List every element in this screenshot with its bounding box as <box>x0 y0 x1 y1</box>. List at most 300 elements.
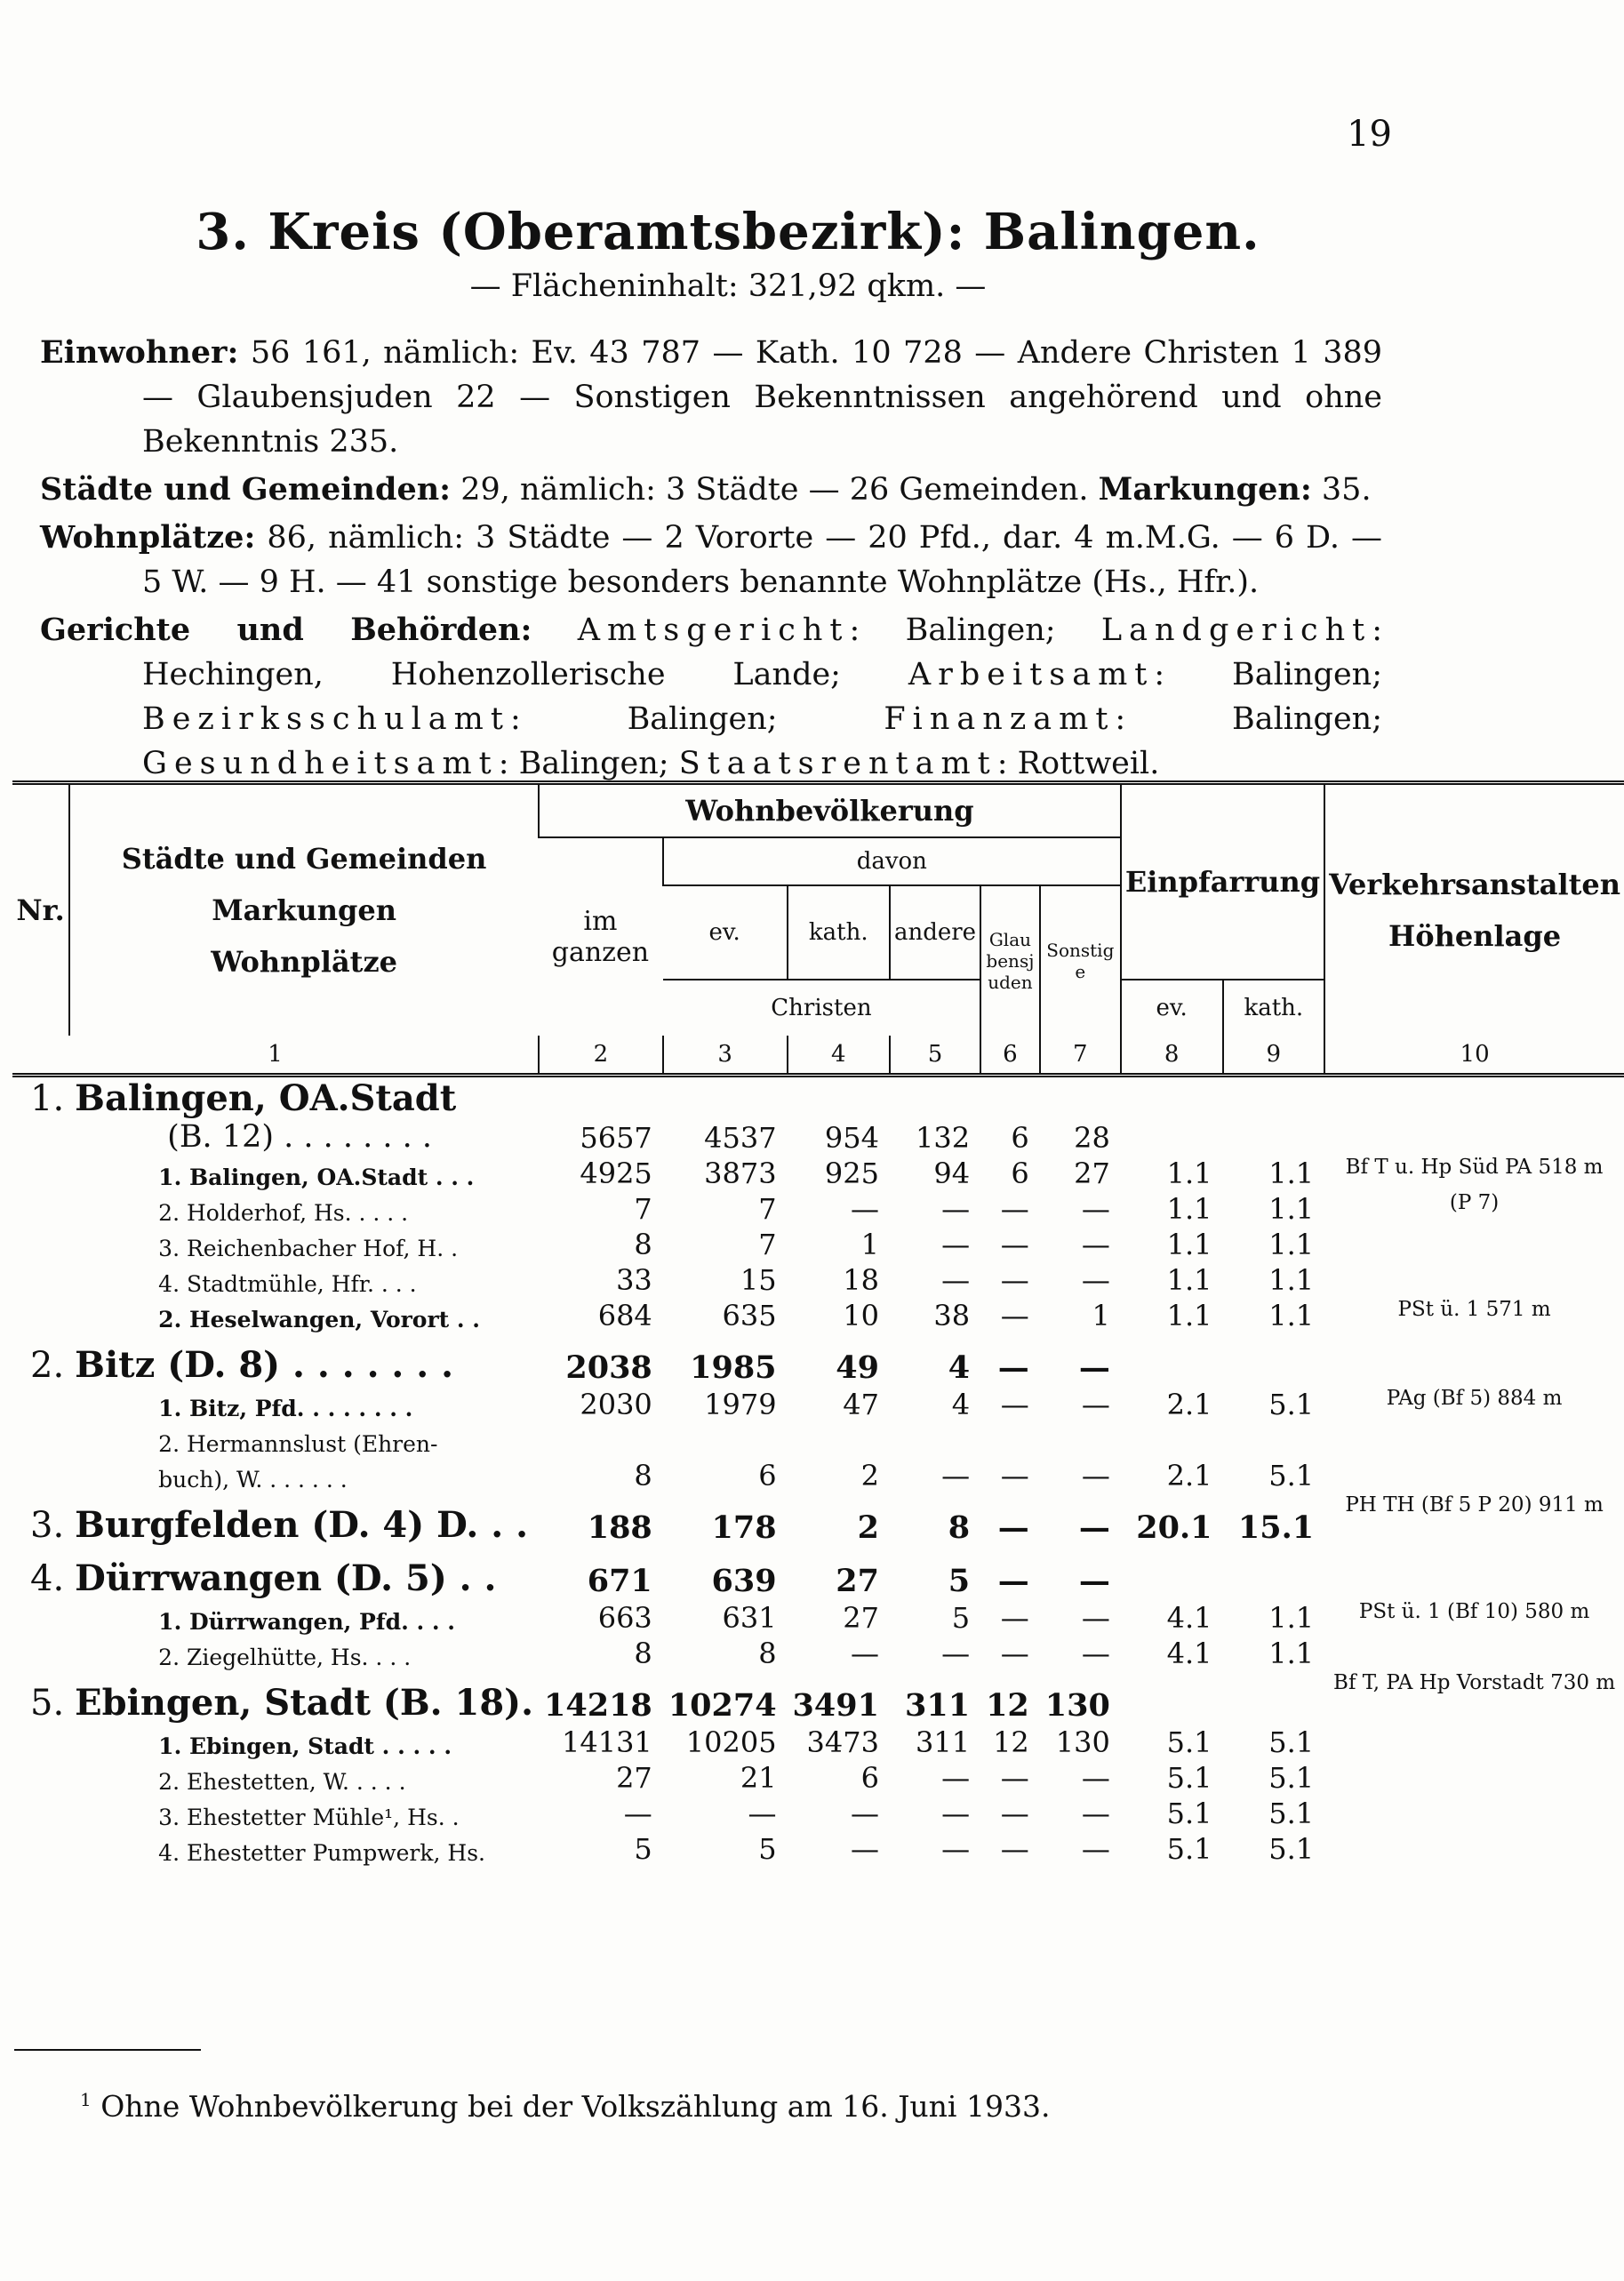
row-name: 2. Hermannslust (Ehren- <box>158 1431 438 1457</box>
row-value: 5 <box>951 1601 971 1635</box>
table-row <box>12 1386 1624 1421</box>
row-value: 2 <box>857 1509 879 1546</box>
population-table <box>12 780 1624 1866</box>
row-value: 10 <box>843 1299 879 1333</box>
row-value <box>788 1421 890 1457</box>
row-value: 33 <box>616 1263 652 1297</box>
table-body <box>12 1076 1624 1867</box>
row-facilities: PSt ü. 1 (Bf 10) 580 m <box>1358 1600 1590 1623</box>
header-names-2: Markungen <box>212 893 396 927</box>
row-value: — <box>941 1637 971 1670</box>
row-value <box>890 1421 980 1457</box>
row-facilities <box>1324 1119 1624 1155</box>
row-value: — <box>1000 1832 1029 1866</box>
row-value: — <box>850 1797 879 1830</box>
row-value: — <box>1078 1349 1110 1386</box>
row-nr <box>12 1226 69 1261</box>
row-value: 14218 <box>544 1687 652 1724</box>
row-nr <box>12 1119 69 1155</box>
row-value: 663 <box>597 1601 652 1635</box>
einwohner-paragraph <box>40 331 1382 464</box>
bezirksschulamt-label: Bezirksschulamt <box>142 701 510 737</box>
row-nr <box>12 1795 69 1830</box>
row-value: 4 <box>951 1388 971 1421</box>
table-row <box>12 1076 1624 1120</box>
row-value: 1 <box>860 1228 879 1261</box>
footnote <box>80 2089 1050 2124</box>
landgericht-value: : Hechingen, Hohenzollerische Lande; <box>142 612 1382 692</box>
row-name: (B. 12) . . . . . . . . <box>167 1119 432 1155</box>
row-name: 2. Ehestetten, W. . . . . <box>158 1769 406 1795</box>
row-value: 2030 <box>580 1388 652 1421</box>
row-value: 1.1 <box>1166 1299 1212 1333</box>
row-value: 1.1 <box>1166 1157 1212 1190</box>
header-christen: Christen <box>663 980 980 1036</box>
row-value <box>663 1421 788 1457</box>
header-glaubensjuden: Glaubensjuden <box>980 885 1040 1036</box>
table-row <box>12 1421 1624 1457</box>
row-value: 631 <box>722 1601 777 1635</box>
row-value: 4.1 <box>1166 1601 1212 1635</box>
column-number: 10 <box>1324 1036 1624 1076</box>
row-value: — <box>1000 1459 1029 1493</box>
table-row <box>12 1795 1624 1830</box>
row-value: 954 <box>824 1121 879 1155</box>
row-name: 3. Ehestetter Mühle¹, Hs. . <box>158 1805 460 1830</box>
row-facilities <box>1324 1076 1624 1120</box>
row-facilities: Bf T u. Hp Süd PA 518 m <box>1345 1156 1604 1179</box>
header-nr: Nr. <box>12 783 69 1036</box>
header-einpfarrung: Einpfarrung <box>1121 783 1324 980</box>
row-value: — <box>850 1637 879 1670</box>
column-number: 5 <box>890 1036 980 1076</box>
row-facilities: PAg (Bf 5) 884 m <box>1386 1387 1563 1410</box>
row-value: 1.1 <box>1166 1228 1212 1261</box>
table-row <box>12 1546 1624 1599</box>
row-value: — <box>623 1797 652 1830</box>
row-nr <box>12 1421 69 1457</box>
row-value: 5.1 <box>1268 1761 1315 1795</box>
row-value: 38 <box>933 1299 971 1333</box>
row-value: — <box>748 1797 777 1830</box>
row-nr <box>12 1599 69 1635</box>
row-value: 5.1 <box>1166 1725 1212 1759</box>
row-value: — <box>941 1192 971 1226</box>
row-value: 4.1 <box>1166 1637 1212 1670</box>
bezirksschulamt-value: : Balingen; <box>509 701 884 737</box>
row-value: — <box>1000 1797 1029 1830</box>
header-einpf-ev: ev. <box>1121 980 1223 1036</box>
row-name: 2. Heselwangen, Vorort . . <box>158 1307 481 1333</box>
row-value <box>1040 1076 1121 1120</box>
row-value <box>663 1076 788 1120</box>
row-value: — <box>1081 1228 1110 1261</box>
table-row <box>12 1155 1624 1190</box>
row-value: 7 <box>758 1228 777 1261</box>
row-value: 188 <box>587 1509 652 1546</box>
row-nr <box>12 1297 69 1333</box>
table-row <box>12 1670 1624 1724</box>
finanzamt-label: Finanzamt <box>884 701 1116 737</box>
table-row <box>12 1261 1624 1297</box>
row-value: 311 <box>915 1725 971 1759</box>
row-value: 6 <box>1011 1121 1029 1155</box>
row-value: 3873 <box>704 1157 777 1190</box>
row-nr <box>12 1759 69 1795</box>
footnote-rule <box>14 2049 201 2051</box>
gesundheitsamt-value: : Balingen; <box>498 746 679 781</box>
row-value: 639 <box>711 1563 777 1599</box>
row-value: — <box>1081 1601 1110 1635</box>
table-row <box>12 1457 1624 1493</box>
row-value: 6 <box>860 1761 879 1795</box>
row-value: 5 <box>948 1563 971 1599</box>
table-row <box>12 1333 1624 1386</box>
header-im-ganzen: im ganzen <box>551 906 650 968</box>
row-value: 1.1 <box>1268 1299 1315 1333</box>
table-row <box>12 1190 1624 1226</box>
row-facilities <box>1324 1226 1624 1261</box>
row-value: 49 <box>836 1349 879 1386</box>
row-value: 2.1 <box>1166 1388 1212 1421</box>
row-facilities <box>1324 1635 1624 1670</box>
row-value <box>890 1076 980 1120</box>
row-name: Balingen, OA.Stadt <box>75 1077 457 1119</box>
markungen-label: Markungen: <box>1098 471 1312 508</box>
page-number: 19 <box>1347 114 1392 155</box>
row-value: — <box>941 1832 971 1866</box>
header-names-3: Wohnplätze <box>211 945 397 979</box>
row-value: 28 <box>1074 1121 1110 1155</box>
table-row <box>12 1759 1624 1795</box>
table-row <box>12 1493 1624 1546</box>
row-nr <box>12 1386 69 1421</box>
row-value: 1.1 <box>1166 1263 1212 1297</box>
table-row <box>12 1119 1624 1155</box>
row-value: 8 <box>634 1459 652 1493</box>
row-value: 27 <box>1074 1157 1110 1190</box>
markungen-text: 35. <box>1311 472 1372 508</box>
row-value: 635 <box>722 1299 777 1333</box>
row-facilities <box>1324 1333 1624 1386</box>
row-value: 27 <box>616 1761 652 1795</box>
row-value: 178 <box>711 1509 777 1546</box>
row-value: — <box>941 1459 971 1493</box>
row-value: 8 <box>634 1637 652 1670</box>
row-value: — <box>1081 1761 1110 1795</box>
column-number: 1 <box>12 1036 539 1076</box>
row-value: 20.1 <box>1136 1509 1212 1546</box>
row-value: — <box>1081 1832 1110 1866</box>
row-value: — <box>1081 1192 1110 1226</box>
row-name: 1. Dürrwangen, Pfd. . . . <box>158 1609 455 1635</box>
row-value: — <box>941 1263 971 1297</box>
header-names <box>69 783 539 1036</box>
row-value <box>1121 1421 1223 1457</box>
row-value: 27 <box>836 1563 879 1599</box>
staatsrentamt-value: : Rottweil. <box>996 746 1160 781</box>
row-value <box>1223 1421 1325 1457</box>
row-value: — <box>1000 1637 1029 1670</box>
row-value: 14131 <box>561 1725 652 1759</box>
finanzamt-value: : Balingen; <box>1115 701 1382 737</box>
row-value: — <box>1081 1459 1110 1493</box>
row-value <box>1040 1421 1121 1457</box>
row-value: 5 <box>758 1832 777 1866</box>
arbeitsamt-value: : Balingen; <box>1154 657 1382 692</box>
row-value: 8 <box>758 1637 777 1670</box>
staatsrentamt-label: Staatsrentamt <box>678 746 997 781</box>
column-number: 9 <box>1223 1036 1325 1076</box>
row-value: 12 <box>993 1725 1029 1759</box>
row-value: 5 <box>634 1832 652 1866</box>
row-nr <box>12 1457 69 1493</box>
staedte-text: 29, nämlich: 3 Städte — 26 Gemeinden. <box>451 472 1099 508</box>
row-value: 4537 <box>704 1121 777 1155</box>
row-value: 2.1 <box>1166 1459 1212 1493</box>
row-value: 10274 <box>668 1687 777 1724</box>
gerichte-paragraph <box>40 608 1382 786</box>
row-name: 4. Ehestetter Pumpwerk, Hs. <box>158 1840 485 1866</box>
row-value: — <box>941 1797 971 1830</box>
header-andere: andere <box>890 885 980 980</box>
row-value: 21 <box>740 1761 777 1795</box>
row-value: 94 <box>933 1157 971 1190</box>
row-value <box>1223 1076 1325 1120</box>
row-value: — <box>1000 1192 1029 1226</box>
row-value <box>1121 1076 1223 1120</box>
row-value <box>1121 1546 1223 1599</box>
row-nr: 5. <box>30 1683 65 1724</box>
wohnplaetze-label: Wohnplätze: <box>40 519 256 556</box>
row-nr: 4. <box>30 1558 65 1599</box>
row-value: 5.1 <box>1268 1725 1315 1759</box>
row-name: 2. Holderhof, Hs. . . . . <box>158 1200 409 1226</box>
row-value: — <box>1081 1797 1110 1830</box>
row-name: Ebingen, Stadt (B. 18). <box>75 1682 534 1724</box>
header-ev: ev. <box>708 919 740 946</box>
row-facilities <box>1324 1724 1624 1759</box>
row-name: 1. Balingen, OA.Stadt . . . <box>158 1165 475 1190</box>
row-value: — <box>997 1563 1029 1599</box>
header-davon: davon <box>663 837 1121 885</box>
row-facilities: PH TH (Bf 5 P 20) 911 m <box>1345 1493 1604 1517</box>
row-value: 4925 <box>580 1157 652 1190</box>
row-value: — <box>1000 1388 1029 1421</box>
row-value: 10205 <box>685 1725 777 1759</box>
row-value <box>1223 1670 1325 1724</box>
column-number-row <box>12 1036 1624 1076</box>
row-value: — <box>1078 1509 1110 1546</box>
row-facilities: Bf T, PA Hp Vorstadt 730 m <box>1333 1671 1616 1694</box>
row-nr: 1. <box>30 1078 65 1119</box>
row-value: — <box>850 1192 879 1226</box>
amtsgericht-label: Amtsgericht <box>577 612 850 648</box>
row-name: buch), W. . . . . . . <box>158 1467 348 1493</box>
row-facilities: (P 7) <box>1449 1191 1500 1214</box>
column-number: 2 <box>539 1036 663 1076</box>
row-name: 2. Ziegelhütte, Hs. . . . <box>158 1645 412 1670</box>
row-nr <box>12 1155 69 1190</box>
row-value: 1.1 <box>1166 1192 1212 1226</box>
row-name: 3. Reichenbacher Hof, H. . <box>158 1236 459 1261</box>
row-value <box>539 1076 663 1120</box>
column-number: 3 <box>663 1036 788 1076</box>
table-row <box>12 1297 1624 1333</box>
row-value: 1.1 <box>1268 1192 1315 1226</box>
row-value: 5.1 <box>1268 1797 1315 1830</box>
row-facilities <box>1324 1457 1624 1493</box>
row-nr <box>12 1830 69 1866</box>
table-row <box>12 1226 1624 1261</box>
row-value: — <box>941 1228 971 1261</box>
header-kath: kath. <box>788 885 890 980</box>
row-value: — <box>1081 1263 1110 1297</box>
row-value <box>980 1421 1040 1457</box>
header-sonstige: Sonstige <box>1040 885 1121 1036</box>
row-value: — <box>997 1349 1029 1386</box>
row-value <box>1223 1119 1325 1155</box>
row-value: — <box>1081 1637 1110 1670</box>
row-nr <box>12 1635 69 1670</box>
row-facilities <box>1324 1421 1624 1457</box>
row-value <box>539 1421 663 1457</box>
row-value: 2038 <box>565 1349 652 1386</box>
row-value: 132 <box>915 1121 971 1155</box>
table-row <box>12 1635 1624 1670</box>
row-value: 1.1 <box>1268 1601 1315 1635</box>
row-value: 4 <box>948 1349 971 1386</box>
row-value: 6 <box>1011 1157 1029 1190</box>
staedte-paragraph <box>40 468 1382 512</box>
header-einpf-kath: kath. <box>1223 980 1325 1036</box>
row-facilities <box>1324 1546 1624 1599</box>
table-row <box>12 1830 1624 1866</box>
table-row <box>12 1599 1624 1635</box>
footnote-marker: 1 <box>80 2089 92 2110</box>
row-value: 12 <box>986 1687 1029 1724</box>
row-value: 1.1 <box>1268 1263 1315 1297</box>
area-line: — Flächeninhalt: 321,92 qkm. — <box>469 268 987 304</box>
wohnplaetze-paragraph <box>40 516 1382 604</box>
row-name: Dürrwangen (D. 5) . . <box>75 1557 497 1599</box>
row-value: 7 <box>634 1192 652 1226</box>
row-value: 15 <box>740 1263 777 1297</box>
row-name: 4. Stadtmühle, Hfr. . . . <box>158 1271 417 1297</box>
row-value <box>1223 1546 1325 1599</box>
row-nr: 3. <box>30 1505 65 1546</box>
wohnplaetze-text: 86, nämlich: 3 Städte — 2 Vororte — 20 Pfd., dar. 4 m.M.G. — 6 D. — 5 W. — 9 H. — 41 sonstige besonders benannte Wohnplätze (Hs., Hfr.). <box>142 520 1382 600</box>
row-value: 1979 <box>704 1388 777 1421</box>
row-value: 5.1 <box>1166 1832 1212 1866</box>
arbeitsamt-label: Arbeitsamt <box>908 657 1155 692</box>
header-verkehr-2: Höhenlage <box>1388 919 1562 953</box>
row-nr <box>12 1261 69 1297</box>
header-verkehr <box>1324 783 1624 1036</box>
row-value: 5.1 <box>1166 1761 1212 1795</box>
row-value: 1.1 <box>1268 1228 1315 1261</box>
column-number: 6 <box>980 1036 1040 1076</box>
row-value: — <box>1000 1601 1029 1635</box>
row-nr: 2. <box>30 1345 65 1386</box>
row-name: 1. Bitz, Pfd. . . . . . . . <box>158 1396 413 1421</box>
header-names-1: Städte und Gemeinden <box>121 842 487 876</box>
row-value: 1.1 <box>1268 1637 1315 1670</box>
row-value: 18 <box>843 1263 879 1297</box>
row-value: 1.1 <box>1268 1157 1315 1190</box>
row-value: 8 <box>634 1228 652 1261</box>
row-value: 5.1 <box>1166 1797 1212 1830</box>
footnote-text: Ohne Wohnbevölkerung bei der Volkszählung am 16. Juni 1933. <box>100 2089 1051 2124</box>
row-value: 3473 <box>806 1725 879 1759</box>
row-value: 3491 <box>792 1687 879 1724</box>
row-value: 311 <box>905 1687 971 1724</box>
einwohner-label: Einwohner: <box>40 334 239 371</box>
landgericht-label: Landgericht <box>1100 612 1372 648</box>
gerichte-label: Gerichte und Behörden: <box>40 612 532 648</box>
row-value: — <box>1000 1263 1029 1297</box>
row-value: — <box>1000 1761 1029 1795</box>
row-value: — <box>1000 1299 1029 1333</box>
row-value: 27 <box>843 1601 879 1635</box>
row-value: 7 <box>758 1192 777 1226</box>
row-value <box>788 1076 890 1120</box>
row-value: — <box>941 1761 971 1795</box>
row-value: 47 <box>843 1388 879 1421</box>
row-value: — <box>1078 1563 1110 1599</box>
row-value: 130 <box>1055 1725 1110 1759</box>
row-value: 684 <box>597 1299 652 1333</box>
row-value: 1985 <box>690 1349 777 1386</box>
row-nr <box>12 1724 69 1759</box>
row-name: 1. Ebingen, Stadt . . . . . <box>158 1733 452 1759</box>
row-value: 925 <box>824 1157 879 1190</box>
column-number: 4 <box>788 1036 890 1076</box>
row-value: 5657 <box>580 1121 652 1155</box>
row-value: 5.1 <box>1268 1832 1315 1866</box>
gesundheitsamt-label: Gesundheitsamt <box>142 746 499 781</box>
header-verkehr-1: Verkehrsanstalten <box>1329 868 1621 901</box>
row-facilities <box>1324 1759 1624 1795</box>
row-name: Burgfelden (D. 4) D. . . <box>75 1504 528 1546</box>
row-facilities <box>1324 1261 1624 1297</box>
intro-block <box>40 331 1382 789</box>
row-value: 1 <box>1092 1299 1110 1333</box>
row-value: 6 <box>758 1459 777 1493</box>
row-facilities: PSt ü. 1 571 m <box>1397 1298 1551 1321</box>
row-value: 2 <box>860 1459 879 1493</box>
row-value <box>980 1076 1040 1120</box>
row-value: — <box>997 1509 1029 1546</box>
row-facilities <box>1324 1795 1624 1830</box>
amtsgericht-value: : Balingen; <box>849 612 1101 648</box>
row-value <box>1223 1333 1325 1386</box>
header-wohnbevoelkerung: Wohnbevölkerung <box>539 783 1121 838</box>
row-value <box>1121 1670 1223 1724</box>
row-value: 15.1 <box>1237 1509 1315 1546</box>
row-facilities <box>1324 1830 1624 1866</box>
row-value: — <box>1081 1388 1110 1421</box>
row-value: 5.1 <box>1268 1388 1315 1421</box>
column-number: 8 <box>1121 1036 1223 1076</box>
row-value: 5.1 <box>1268 1459 1315 1493</box>
row-name: Bitz (D. 8) . . . . . . . <box>75 1344 454 1386</box>
row-value <box>1121 1119 1223 1155</box>
column-number: 7 <box>1040 1036 1121 1076</box>
page-title: 3. Kreis (Oberamtsbezirk): Balingen. <box>196 203 1260 261</box>
row-value: 671 <box>587 1563 652 1599</box>
einwohner-text: 56 161, nämlich: Ev. 43 787 — Kath. 10 728 — Andere Christen 1 389 — Glaubensjuden 22 — Sonstigen Bekenntnissen angehörend und ohne Bekenntnis 235. <box>142 335 1382 460</box>
